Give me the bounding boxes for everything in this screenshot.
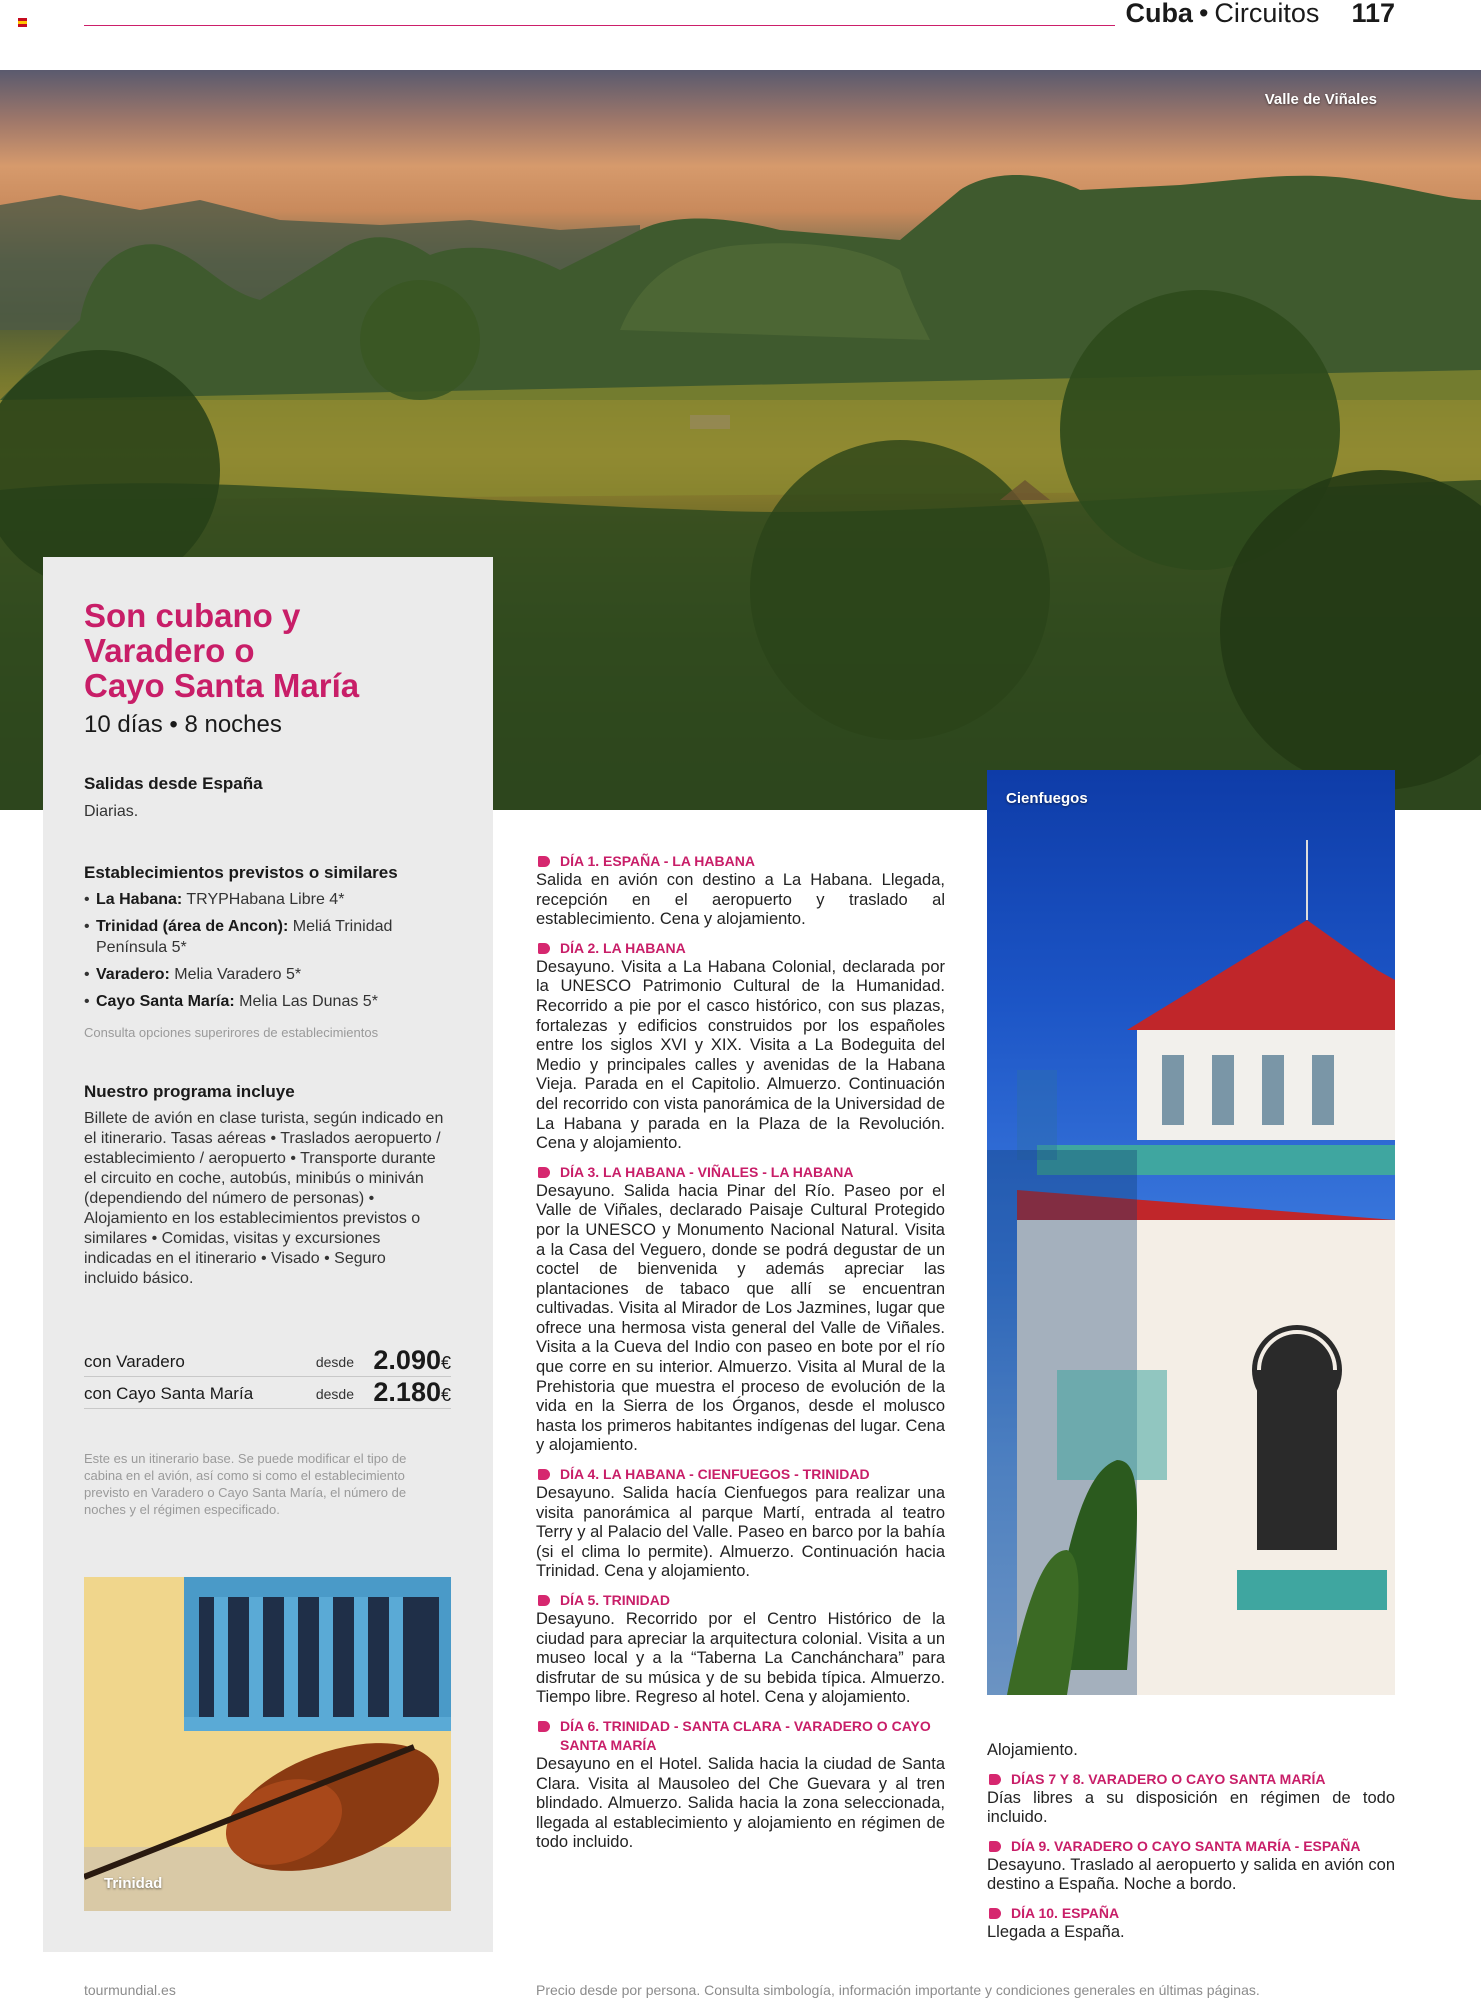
itinerary-note: Este es un itinerario base. Se puede modificar el tipo de cabina en el avión, así como si como el establecimiento previsto en Varadero o Cayo Santa María, el número de noches y el régimen especificado. — [84, 1451, 407, 1517]
day-bullet-icon — [989, 1908, 1001, 1919]
itinerary-day — [536, 1717, 945, 1853]
day-heading — [987, 1770, 1395, 1789]
hotel-name: TRYPHabana Libre 4* — [186, 891, 345, 908]
itinerary-day — [536, 1591, 945, 1708]
day-title: DÍA 6. TRINIDAD - SANTA CLARA - VARADERO O CAYO SANTA MARÍA — [560, 1717, 931, 1753]
hotels-heading: Establecimientos previstos o similares — [84, 863, 398, 882]
day-bullet-icon — [538, 1167, 550, 1178]
day-text: Salida en avión con destino a La Habana. Llegada, recepción en el aeropuerto y traslado al establecimiento. Cena y alojamiento. — [536, 871, 945, 929]
header-separator: • — [1198, 0, 1209, 28]
hotel-name: Melia Las Dunas 5* — [239, 993, 378, 1010]
day-bullet-icon — [538, 1469, 550, 1480]
page-header — [1115, 0, 1395, 26]
price-currency: € — [440, 1385, 451, 1405]
trinidad-caption: Trinidad — [104, 1875, 163, 1892]
day-text: Desayuno. Salida hacía Cienfuegos para realizar una visita panorámica al parque Martí, entrada al teatro Terry y al Palacio del Valle. Paseo en barco por la bahía (si el clima lo permite). Almuerzo. Continuación hacia Trinidad. Cena y alojamiento. — [536, 1484, 945, 1581]
price-currency: € — [440, 1353, 451, 1373]
day-title: DÍA 9. VARADERO O CAYO SANTA MARÍA - ESPAÑA — [1011, 1837, 1361, 1854]
hero-photo-caption: Valle de Viñales — [1264, 91, 1377, 108]
itinerary-day — [987, 1770, 1395, 1828]
day-text: Desayuno. Visita a La Habana Colonial, declarada por la UNESCO Patrimonio Cultural de la Humanidad. Recorrido a pie por el casco histórico, con sus plazas, fortalezas y edificios construidos por los españoles entre los siglos XVI y XIX. Visita a La Bodeguita del Medio y principales calles y avenidas de la Habana Vieja. Parada en el Capitolio. Almuerzo. Continuación del recorrido con vista panorámica de la Universidad de La Habana y parada en la Plaza de la Revolución. Cena y alojamiento. — [536, 957, 945, 1153]
cienfuegos-photo — [987, 770, 1395, 1695]
price-value: 2.180 — [373, 1377, 441, 1407]
day-text: Llegada a España. — [987, 1922, 1125, 1941]
price-amount — [373, 1377, 451, 1408]
day-bullet-icon — [538, 856, 550, 867]
hotel-place: Trinidad (área de Ancon): — [96, 918, 289, 935]
hotel-place: Cayo Santa María: — [96, 993, 235, 1010]
day-heading — [536, 1717, 945, 1755]
hotel-item — [84, 889, 464, 910]
hotel-item — [84, 916, 464, 958]
departures-text: Diarias. — [84, 803, 139, 820]
price-label: con Cayo Santa María — [84, 1384, 254, 1403]
itinerary-day — [536, 1163, 945, 1456]
price-from: desde — [315, 1354, 354, 1370]
day-title: DÍA 1. ESPAÑA - LA HABANA — [560, 853, 755, 869]
itinerary-day — [536, 852, 945, 930]
includes-text: Billete de avión en clase turista, según indicado en el itinerario. Tasas aéreas • Traslados aeropuerto / establecimiento / aeropuerto • Transporte durante el circuito en coche, autobús, minibús o miniván (dependiendo del número de personas) • Alojamiento en los establecimientos previstos o similares • Comidas, visitas y excursiones indicadas en el itinerario • Visado • Seguro incluido básico. — [84, 1110, 444, 1287]
day-text: Desayuno en el Hotel. Salida hacia la ciudad de Santa Clara. Visita al Mausoleo del Che Guevara y al tren blindado. Almuerzo. Salida hacia la zona seleccionada, llegada al establecimiento y alojamiento en régimen de todo incluido. — [536, 1754, 945, 1852]
double-bass-illustration — [84, 1577, 451, 1911]
hotels-list — [84, 889, 464, 1018]
day-heading — [536, 1163, 945, 1182]
day-title: DÍA 2. LA HABANA — [560, 939, 686, 956]
hotel-name: Meliá Trinidad Península 5* — [96, 918, 393, 956]
itinerary-continuation: Alojamiento. — [987, 1741, 1078, 1759]
header-country: Cuba — [1125, 0, 1193, 28]
tour-duration: 10 días • 8 noches — [84, 711, 282, 738]
day-heading — [987, 1904, 1395, 1923]
day-title: DÍA 5. TRINIDAD — [560, 1592, 670, 1608]
price-amount — [373, 1345, 451, 1376]
itinerary-day — [536, 939, 945, 1154]
day-text: Desayuno. Salida hacia Pinar del Río. Paseo por el Valle de Viñales, declarado Paisaje Cultural Protegido por la UNESCO y Monumento Nacional Natural. Visita a la Casa del Veguero, donde se podrá degustar de un coctel de bienvenida y además apreciar las plantaciones de tabaco que allí se encuentran cultivadas. Visita al Mirador de Los Jazmines, lugar que ofrece una hermosa vista general del Valle de Viñales. Visita a la Cueva del Indio con paseo en bote por el río que corre en su interior. Almuerzo. Visita al Mural de la Prehistoria que muestra el proceso de evolución de la vida en la Sierra de los Órganos, desde el molusco hasta los primeros habitantes indígenas del lugar. Cena y alojamiento. — [536, 1181, 945, 1455]
price-from: desde — [315, 1386, 354, 1402]
day-title: DÍA 3. LA HABANA - VIÑALES - LA HABANA — [560, 1163, 854, 1180]
day-title: DÍA 10. ESPAÑA — [1011, 1904, 1120, 1921]
price-value: 2.090 — [373, 1345, 441, 1375]
trinidad-photo — [84, 1577, 451, 1911]
price-label: con Varadero — [84, 1352, 185, 1371]
day-heading — [987, 1837, 1395, 1856]
day-bullet-icon — [538, 1595, 550, 1606]
cienfuegos-caption: Cienfuegos — [1006, 790, 1088, 807]
day-title: DÍAS 7 Y 8. VARADERO O CAYO SANTA MARÍA — [1011, 1770, 1326, 1787]
hotels-note: Consulta opciones superirores de establecimientos — [84, 1025, 379, 1040]
day-heading — [536, 852, 945, 871]
day-bullet-icon — [538, 943, 550, 954]
header-section: Circuitos — [1214, 0, 1320, 28]
day-heading — [536, 1465, 945, 1484]
day-heading — [536, 1591, 945, 1610]
tour-title — [84, 598, 474, 703]
day-text: Desayuno. Traslado al aeropuerto y salida en avión con destino a España. Noche a bordo. — [987, 1855, 1395, 1894]
hotel-name: Melia Varadero 5* — [174, 966, 302, 983]
itinerary-day — [536, 1465, 945, 1582]
page-number: 117 — [1351, 0, 1395, 28]
itinerary-column-1 — [536, 852, 945, 1862]
tour-title-line: Varadero o — [84, 632, 255, 669]
includes-heading: Nuestro programa incluye — [84, 1082, 295, 1101]
price-table — [84, 1345, 451, 1409]
day-heading — [536, 939, 945, 958]
footer-disclaimer: Precio desde por persona. Consulta simbología, información importante y condiciones generales en últimas páginas. — [536, 1982, 1260, 1998]
hotel-item — [84, 991, 464, 1012]
departures-heading: Salidas desde España — [84, 774, 263, 793]
day-title: DÍA 4. LA HABANA - CIENFUEGOS - TRINIDAD — [560, 1466, 870, 1483]
spain-flag-icon — [18, 18, 27, 27]
price-row — [84, 1377, 451, 1409]
day-bullet-icon — [989, 1774, 1001, 1785]
hotel-item — [84, 964, 464, 985]
itinerary-day — [987, 1904, 1395, 1943]
hotel-place: Varadero: — [96, 966, 170, 983]
tour-title-line: Son cubano y — [84, 597, 301, 634]
day-bullet-icon — [538, 1721, 550, 1732]
itinerary-column-2 — [987, 1741, 1395, 1952]
day-text: Días libres a su disposición en régimen de todo incluido. — [987, 1788, 1395, 1827]
day-bullet-icon — [989, 1841, 1001, 1852]
footer-website[interactable]: tourmundial.es — [84, 1982, 176, 1998]
hotel-place: La Habana: — [96, 891, 183, 908]
tour-title-line: Cayo Santa María — [84, 667, 360, 704]
price-row — [84, 1345, 451, 1377]
itinerary-day — [987, 1837, 1395, 1895]
palace-illustration — [987, 770, 1395, 1695]
day-text: Desayuno. Recorrido por el Centro Histórico de la ciudad para apreciar la arquitectura colonial. Visita a un museo local y a la “Taberna La Canchánchara” para disfrutar de su música y de su bebida típica. Almuerzo. Tiempo libre. Regreso al hotel. Cena y alojamiento. — [536, 1610, 945, 1707]
